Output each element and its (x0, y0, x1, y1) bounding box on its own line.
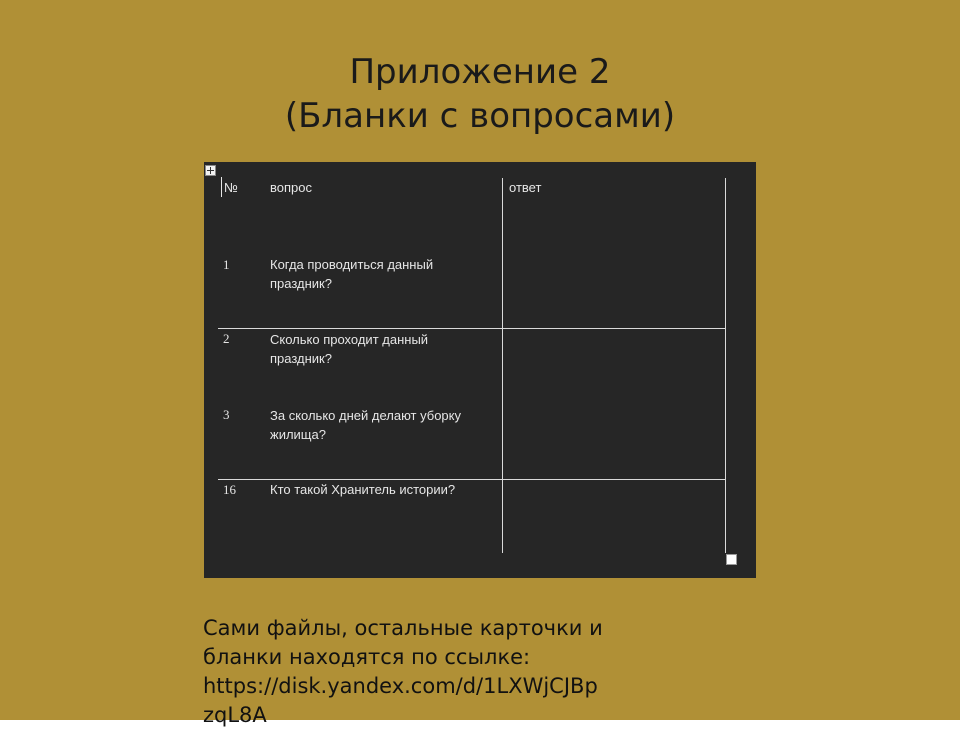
row-1-question-line1: Когда проводиться данный (270, 257, 434, 272)
slide-title (0, 50, 960, 138)
header-number: № (224, 180, 238, 195)
slide-title-line2: (Бланки с вопросами) (284, 96, 676, 136)
table-divider-right (725, 178, 726, 553)
table-move-icon[interactable] (205, 165, 216, 176)
row-4-question-line1: Кто такой Хранитель истории? (270, 482, 456, 497)
header-answer: ответ (509, 180, 542, 195)
questions-table-screenshot (204, 162, 756, 578)
row-4-number: 16 (223, 482, 236, 497)
header-question: вопрос (270, 180, 312, 195)
row-3-question-line1: За сколько дней делают уборку (270, 408, 461, 423)
row-1-number: 1 (223, 257, 230, 272)
row-3-question-line2: жилища? (270, 427, 326, 442)
download-link-note (203, 614, 683, 730)
row-2-question-line1: Сколько проходит данный (270, 332, 429, 347)
table-row-divider-2 (218, 328, 726, 329)
table-divider-question-answer (502, 178, 503, 553)
footer-line2: бланки находятся по ссылке: (203, 645, 531, 669)
row-3-number: 3 (223, 407, 230, 422)
slide-title-line1: Приложение 2 (349, 52, 611, 92)
footer-line1: Сами файлы, остальные карточки и (203, 616, 603, 640)
text-cursor (221, 177, 222, 197)
footer-link-line1[interactable]: https://disk.yandex.com/d/1LXWjCJBp (203, 674, 598, 698)
table-resize-icon[interactable] (726, 554, 737, 565)
row-2-question-line2: праздник? (270, 351, 332, 366)
row-1-question-line2: праздник? (270, 276, 332, 291)
row-2-number: 2 (223, 331, 230, 346)
footer-link-line2[interactable]: zqL8A (203, 703, 267, 727)
